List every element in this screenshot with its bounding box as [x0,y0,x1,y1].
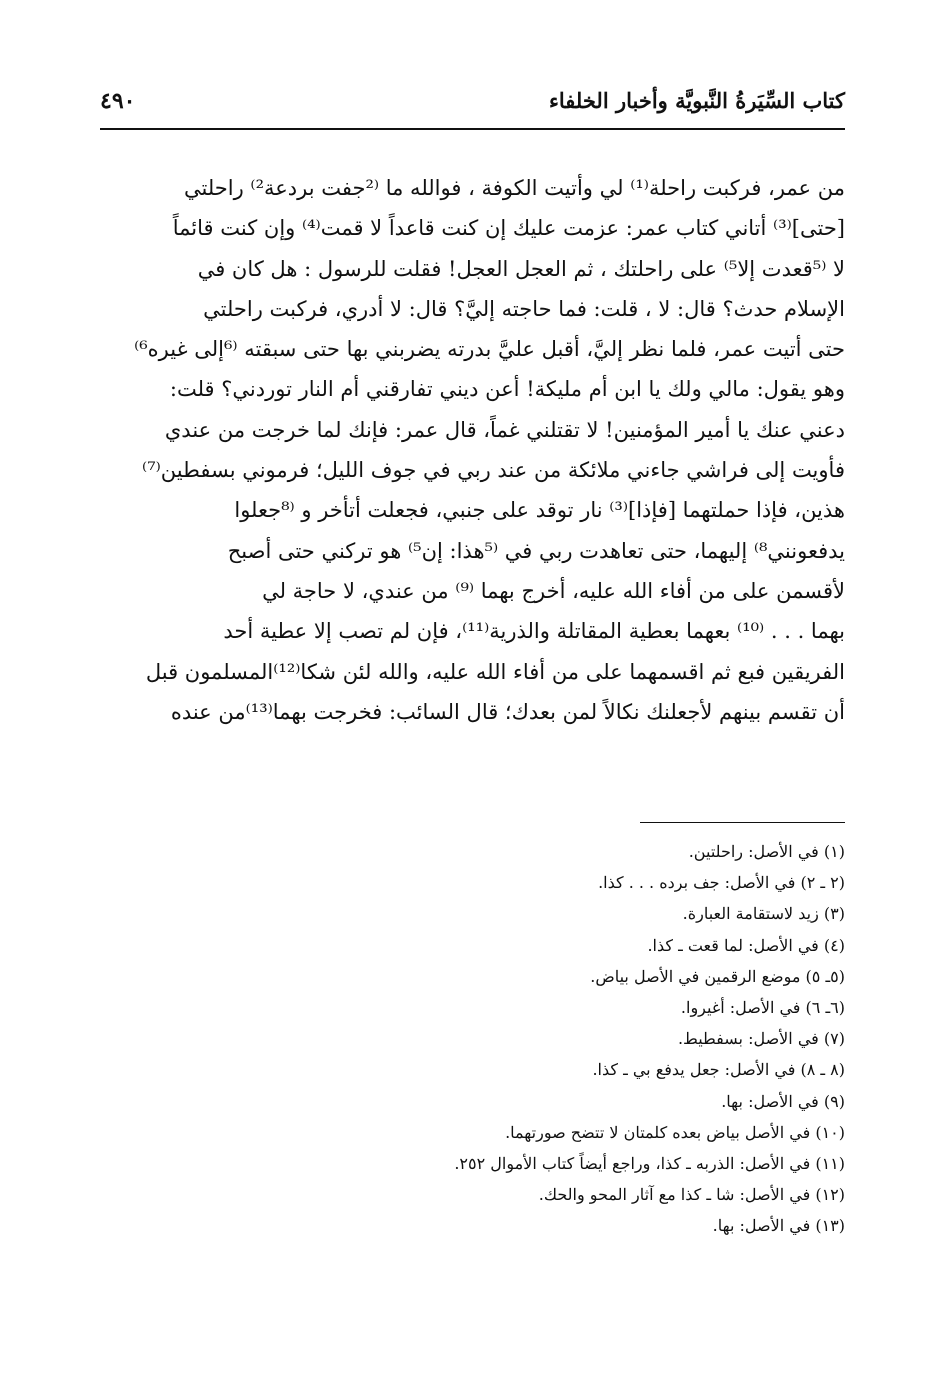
text-line: الإسلام حدث؟ قال: لا ، قلت: فما حاجته إليَّ؟ قال: لا أدري، فركبت راحلتي [203,296,845,321]
text-line: وهو يقول: مالي ولك يا ابن أم مليكة! أعن ديني تفارقني أم النار توردني؟ قلت: [169,377,845,402]
footnote: (٢ ـ ٢) في الأصل: جف برده . . . كذا. [598,873,845,893]
text-line: من عمر، فركبت راحلة⁽¹⁾ لي وأتيت الكوفة ، فوالله ما ⁽²جفت بردعة²⁾ راحلتي [183,176,845,200]
text-line: أن تقسم بينهم لأجعلنك نكالاً لمن بعدك؛ قال السائب: فخرجت بهما⁽¹³⁾من عنده [170,699,845,724]
footnote: (١٣) في الأصل: بها. [712,1216,845,1236]
footnote: (٧) في الأصل: بسفطيط. [677,1029,845,1049]
footnote: (٨ ـ ٨) في الأصل: جعل يدفع بي ـ كذا. [592,1060,845,1080]
text-line: الفريقين فبع ثم اقسمهما على من أفاء الله عليه، والله لئن شكا⁽¹²⁾المسلمون قبل [145,659,845,684]
footnote: (١٠) في الأصل بياض بعده كلمتان لا تتضح صورتهما. [505,1122,845,1142]
footnote: (٩) في الأصل: بها. [721,1091,845,1111]
text-line: دعني عنك يا أمير المؤمنين! لا تقتلني غماً، قال عمر: فإنك لما خرجت من عندي [164,417,845,442]
footnote: (٦ـ ٦) في الأصل: أغيروا. [680,997,845,1017]
header-divider [100,128,845,130]
text-line: يدفعونني⁸⁾ إليهما، حتى تعاهدت ربي في ⁽⁵هذا: إن⁵⁾ هو تركني حتى أصبح [227,538,845,563]
main-text [100,168,845,732]
running-header [100,88,845,124]
text-line: حتى أتيت عمر، فلما نظر إليَّ، أقبل عليَّ بدرته يضربني بها حتى سبقته ⁽⁶إلى غيره⁶⁾ [134,337,845,362]
page-number: ٤٩٠ [100,88,136,114]
footnote: (٤) في الأصل: لما قعت ـ كذا. [647,935,845,955]
footnote: (١) في الأصل: راحلتين. [688,842,845,861]
text-line: [حتى]⁽³⁾ أتاني كتاب عمر: عزمت عليك إن كنت قاعداً لا قمت⁽⁴⁾ وإن كنت قائماً [172,216,845,241]
footnote: (١١) في الأصل: الذربه ـ كذا، وراجع أيضاً كتاب الأموال ٢٥٢. [454,1153,845,1173]
text-line: هذين، فإذا حملتهما [فإذا]⁽³⁾ نار توقد على جنبي، فجعلت أتأخر و ⁽⁸جعلوا [234,498,845,523]
footnote: (١٢) في الأصل: شا ـ كذا مع آثار المحو والحك. [538,1185,845,1205]
footnotes [100,836,845,1241]
text-line: بهما . . . ⁽¹⁰⁾ بعهما بعطية المقاتلة والذرية⁽¹¹⁾، فإن لم تصب إلا عطية أحد [223,619,845,644]
text-line: لا ⁽⁵قعدت إلا⁵⁾ على راحلتك ، ثم العجل العجل! فقلت للرسول : هل كان في [197,256,845,281]
text-line: فأويت إلى فراشي جاءني ملائكة من عند ربي في جوف الليل؛ فرموني بسفطين⁽⁷⁾ [142,458,845,483]
footnote: (٣) زيد لاستقامة العبارة. [682,904,845,924]
footnote: (٥ـ ٥) موضع الرقمين في الأصل بياض. [590,966,845,986]
running-title: كتاب السِّيَرةُ النَّبويَّة وأخبار الخلفاء [549,88,845,113]
text-line: لأقسمن على من أفاء الله عليه، أخرج بهما ⁽⁹⁾ من عندي، لا حاجة لي [262,578,845,603]
footnote-divider [640,822,845,823]
